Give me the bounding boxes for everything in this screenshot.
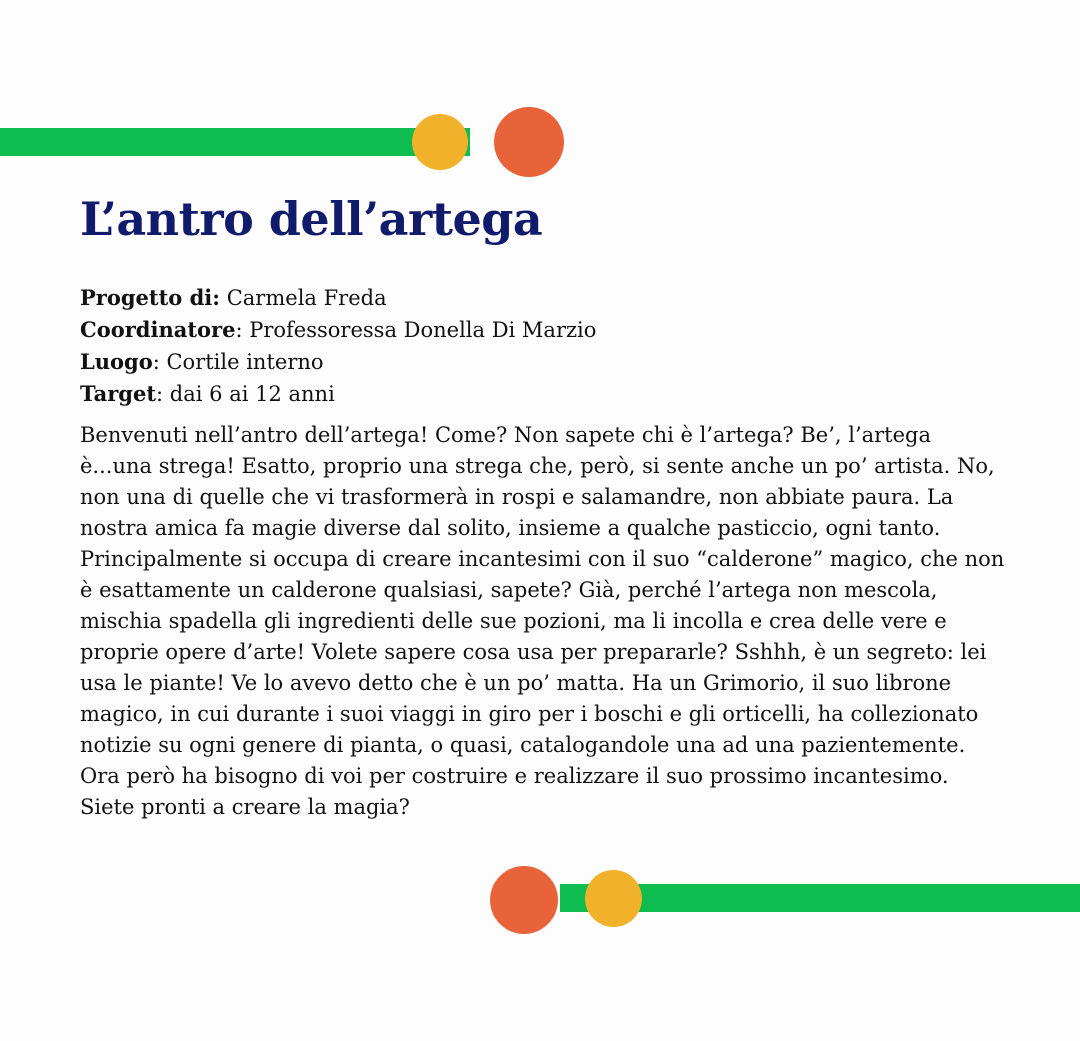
place-line xyxy=(80,346,596,378)
place-value: : Cortile interno xyxy=(152,350,324,374)
project-label: Progetto di: xyxy=(80,285,221,310)
top-orange-dot xyxy=(494,107,564,177)
target-line xyxy=(80,378,596,410)
coordinator-line xyxy=(80,314,596,346)
project-value: Carmela Freda xyxy=(220,286,387,310)
target-value: : dai 6 ai 12 anni xyxy=(156,382,335,406)
coordinator-value: : Professoressa Donella Di Marzio xyxy=(235,318,597,342)
page-title: L’antro dell’artega xyxy=(80,192,543,246)
place-label: Luogo xyxy=(80,349,153,374)
project-details xyxy=(80,282,596,410)
top-yellow-dot xyxy=(412,114,468,170)
bottom-yellow-dot xyxy=(585,870,642,927)
project-line xyxy=(80,282,596,314)
top-green-line xyxy=(0,128,470,156)
description-paragraph: Benvenuti nell’antro dell’artega! Come? Non sapete chi è l’artega? Be’, l’artega è...una strega! Esatto, proprio una strega che, però, si sente anche un po’ artista. No, non una di quelle che vi trasformerà in rospi e salamandre, non abbiate paura. La nostra amica fa magie diverse dal solito, insieme a qualche pasticcio, ogni tanto. Principalmente si occupa di creare incantesimi con il suo “calderone” magico, che non è esattamente un calderone qualsiasi, sapete? Già, perché l’artega non mescola, mischia spadella gli ingredienti delle sue pozioni, ma li incolla e crea delle vere e proprie opere d’arte! Volete sapere cosa usa per prepararle? Sshhh, è un segreto: lei usa le piante! Ve lo avevo detto che è un po’ matta. Ha un Grimorio, il suo librone magico, in cui durante i suoi viaggi in giro per i boschi e gli orticelli, ha collezionato notizie su ogni genere di pianta, o quasi, catalogandole una ad una pazientemente. Ora però ha bisogno di voi per costruire e realizzare il suo prossimo incantesimo. Siete pronti a creare la magia? xyxy=(80,423,1005,819)
target-label: Target xyxy=(80,381,157,406)
coordinator-label: Coordinatore xyxy=(80,317,236,342)
bottom-orange-dot xyxy=(490,866,558,934)
